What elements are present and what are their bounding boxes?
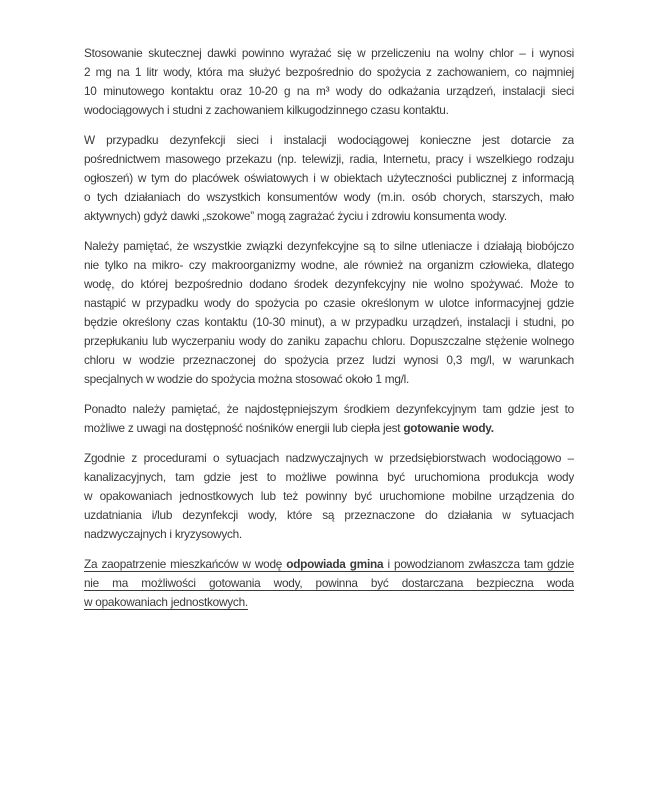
text-segment: nie ma możliwości gotowania wody, powinna być dostarczana bezpieczna woda	[84, 576, 574, 590]
text-segment: Zgodnie z procedurami o sytuacjach nadzwyczajnych w przedsiębiorstwach wodociągowo –	[84, 451, 574, 465]
bold-text-segment: odpowiada gmina	[286, 557, 384, 571]
text-segment: w opakowaniach jednostkowych lub też powinny być uruchomione mobilne urządzenia do	[84, 489, 574, 503]
text-segment: Za zaopatrzenie mieszkańców w wodę	[84, 557, 287, 571]
document-body	[84, 44, 574, 623]
text-line	[84, 237, 574, 256]
text-segment: chloru w wodzie przeznaczonej do spożycia przez ludzi wynosi 0,3 mg/l, w warunkach	[84, 353, 574, 367]
text-line	[84, 275, 574, 294]
text-segment: przepłukaniu lub wyczerpaniu wody do zaniku zapachu chloru. Dopuszczalne stężenie wolnego	[84, 334, 574, 348]
text-segment: możliwe z uwagi na dostępność nośników energii lub ciepła jest	[84, 421, 404, 435]
paragraph	[84, 449, 574, 544]
text-line	[84, 44, 574, 63]
underlined-paragraph	[84, 555, 574, 612]
text-line	[84, 370, 574, 389]
text-segment: ogłoszeń) w tym do placówek oświatowych i w obiektach użyteczności publicznej z informacją	[84, 171, 574, 185]
text-segment: 10 minutowego kontaktu oraz 10-20 g na m³ wody do odkażania urządzeń, instalacji sieci	[84, 84, 574, 98]
paragraph	[84, 44, 574, 120]
text-line	[84, 419, 574, 438]
text-segment: w opakowaniach jednostkowych.	[84, 595, 248, 609]
text-segment: wodę, do której bezpośrednio dodano środek dezynfekcyjny nie wolno spożywać. Może to	[84, 277, 574, 291]
text-segment: o tych działaniach do wszystkich konsumentów wody (m.in. osób chorych, starszych, mało	[84, 190, 574, 204]
text-line	[84, 188, 574, 207]
text-line	[84, 468, 574, 487]
text-line	[84, 82, 574, 101]
text-line	[84, 101, 574, 120]
text-line	[84, 332, 574, 351]
text-segment: i powodzianom zwłaszcza tam gdzie	[383, 557, 574, 571]
text-line	[84, 400, 574, 419]
text-line	[84, 525, 574, 544]
text-segment: nie tylko na mikro- czy makroorganizmy wodne, ale również na organizm człowieka, dlatego	[84, 258, 574, 272]
text-segment: W przypadku dezynfekcji sieci i instalacji wodociągowej konieczne jest dotarcie za	[84, 133, 574, 147]
text-segment: nastąpić w przypadku wody do spożycia po czasie określonym w ulotce informacyjnej gdzie	[84, 296, 574, 310]
text-segment: wodociągowych i studni z zachowaniem kilkugodzinnego czasu kontaktu.	[84, 103, 449, 117]
text-segment: nadzwyczajnych i kryzysowych.	[84, 527, 242, 541]
text-line	[84, 169, 574, 188]
text-segment: będzie określony czas kontaktu (10-30 minut), a w przypadku urządzeń, instalacji i studni, po	[84, 315, 574, 329]
text-line	[84, 150, 574, 169]
bold-text-segment: gotowanie wody.	[403, 421, 494, 435]
text-segment: Stosowanie skutecznej dawki powinno wyrażać się w przeliczeniu na wolny chlor – i wynosi	[84, 46, 574, 60]
text-line	[84, 63, 574, 82]
text-line	[84, 487, 574, 506]
text-segment: kanalizacyjnych, tam gdzie jest to możliwe powinna być uruchomiona produkcja wody	[84, 470, 574, 484]
text-segment: Ponadto należy pamiętać, że najdostępniejszym środkiem dezynfekcyjnym tam gdzie jest to	[84, 402, 574, 416]
text-segment: Należy pamiętać, że wszystkie związki dezynfekcyjne są to silne utleniacze i działają biobójczo	[84, 239, 574, 253]
text-line	[84, 574, 574, 593]
paragraph	[84, 400, 574, 438]
text-line	[84, 131, 574, 150]
text-segment: uzdatniania i/lub dezynfekcji wody, które są przeznaczone do działania w sytuacjach	[84, 508, 574, 522]
text-line	[84, 207, 574, 226]
text-line	[84, 593, 574, 612]
paragraph	[84, 237, 574, 389]
text-line	[84, 294, 574, 313]
text-segment: specjalnych w wodzie do spożycia można stosować około 1 mg/l.	[84, 372, 410, 386]
text-line	[84, 351, 574, 370]
text-segment: pośrednictwem masowego przekazu (np. telewizji, radia, Internetu, pracy i wszelkiego rodzaju	[84, 152, 574, 166]
text-line	[84, 313, 574, 332]
text-segment: aktywnych) gdyż dawki „szokowe” mogą zagrażać życiu i zdrowiu konsumenta wody.	[84, 209, 507, 223]
paragraph	[84, 131, 574, 226]
text-line	[84, 256, 574, 275]
text-line	[84, 506, 574, 525]
text-line	[84, 555, 574, 574]
text-segment: 2 mg na 1 litr wody, która ma służyć bezpośrednio do spożycia z zachowaniem, co najmniej	[84, 65, 574, 79]
text-line	[84, 449, 574, 468]
